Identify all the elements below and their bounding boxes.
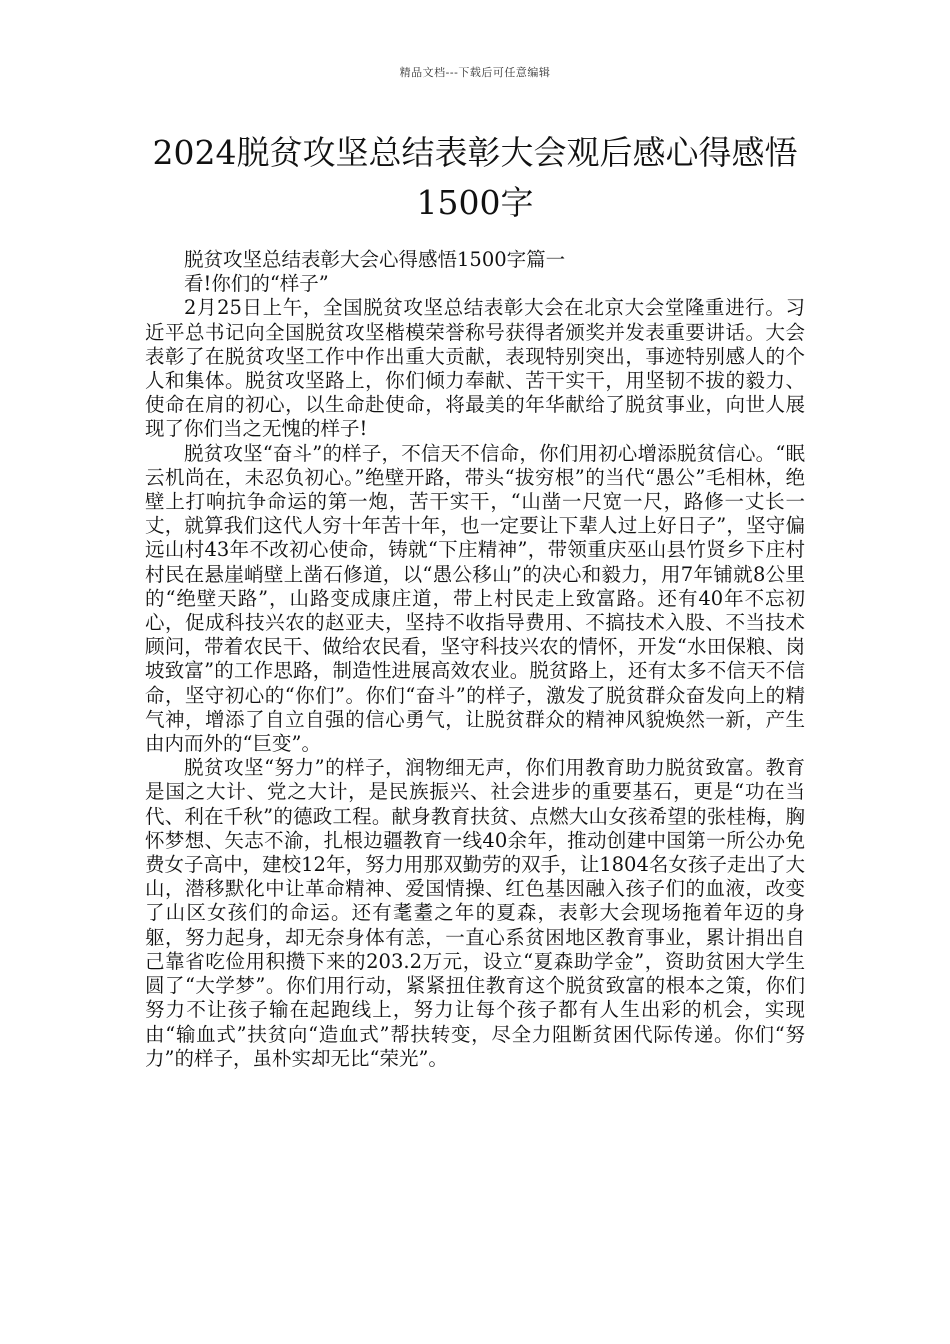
document-title: 2024脱贫攻坚总结表彰大会观后感心得感悟1500字 (152, 133, 798, 222)
document-body (145, 248, 805, 1071)
header-note: 精品文档---下载后可任意编辑 (399, 66, 551, 79)
section-subheading: 看!你们的“样子” (184, 272, 329, 296)
body-paragraph: 2月25日上午，全国脱贫攻坚总结表彰大会在北京大会堂隆重进行。习近平总书记向全国脱贫攻坚楷模荣誉称号获得者颁奖并发表重要讲话。大会表彰了在脱贫攻坚工作中作出重大贡献，表现特别突出，事迹特别感人的个人和集体。脱贫攻坚路上，你们倾力奉献、苦干实干，用坚韧不拔的毅力、使命在肩的初心，以生命赴使命，将最美的年华献给了脱贫事业，向世人展现了你们当之无愧的样子! (145, 296, 805, 441)
section-heading: 脱贫攻坚总结表彰大会心得感悟1500字篇一 (184, 248, 566, 271)
body-paragraph: 脱贫攻坚“努力”的样子，润物细无声，你们用教育助力脱贫致富。教育是国之大计、党之大计，是民族振兴、社会进步的重要基石，更是“功在当代、利在千秋”的德政工程。献身教育扶贫、点燃大山女孩希望的张桂梅，胸怀梦想、矢志不渝，扎根边疆教育一线40余年，推动创建中国第一所公办免费女子高中，建校12年，努力用那双勤劳的双手，让1804名女孩子走出了大山，潜移默化中让革命精神、爱国情操、红色基因融入孩子们的血液，改变了山区女孩们的命运。还有耄耋之年的夏森，表彰大会现场拖着年迈的身躯，努力起身，却无奈身体有恙，一直心系贫困地区教育事业，累计捐出自己靠省吃俭用积攒下来的203.2万元，设立“夏森助学金”，资助贫困大学生圆了“大学梦”。你们用行动，紧紧扭住教育这个脱贫致富的根本之策，你们努力不让孩子输在起跑线上，努力让每个孩子都有人生出彩的机会，实现由“输血式”扶贫向“造血式”帮扶转变，尽全力阻断贫困代际传递。你们“努力”的样子，虽朴实却无比“荣光”。 (145, 756, 805, 1070)
body-paragraph: 脱贫攻坚“奋斗”的样子，不信天不信命，你们用初心增添脱贫信心。“眠云机尚在，未忍负初心。”绝壁开路，带头“拔穷根”的当代“愚公”毛相林，绝壁上打响抗争命运的第一炮，苦干实干，“山凿一尺宽一尺，路修一丈长一丈，就算我们这代人穷十年苦十年，也一定要让下辈人过上好日子”，坚守偏远山村43年不改初心使命，铸就“下庄精神”，带领重庆巫山县竹贤乡下庄村村民在悬崖峭壁上凿石修道，以“愚公移山”的决心和毅力，用7年铺就8公里的“绝壁天路”，山路变成康庄道，带上村民走上致富路。还有40年不忘初心，促成科技兴农的赵亚夫，坚持不收指导费用、不搞技术入股、不当技术顾问，带着农民干、做给农民看，坚守科技兴农的情怀，开发“水田保粮、岗坡致富”的工作思路，制造性进展高效农业。脱贫路上，还有太多不信天不信命，坚守初心的“你们”。你们“奋斗”的样子，激发了脱贫群众奋发向上的精气神，增添了自立自强的信心勇气，让脱贫群众的精神风貌焕然一新，产生由内而外的“巨变”。 (145, 441, 805, 756)
